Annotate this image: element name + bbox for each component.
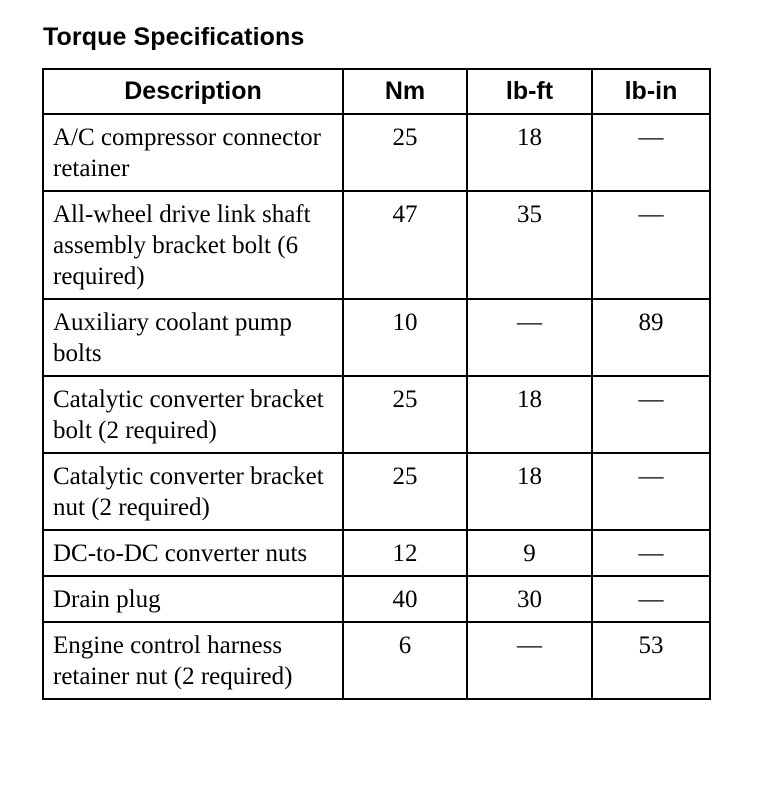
cell-lbin: — (592, 530, 710, 576)
cell-lbin: 89 (592, 299, 710, 376)
cell-nm: 25 (343, 376, 467, 453)
table-row (43, 299, 710, 376)
cell-nm: 10 (343, 299, 467, 376)
cell-lbin: 53 (592, 622, 710, 699)
table-header-row (43, 69, 710, 114)
cell-description: Auxiliary coolant pump bolts (43, 299, 343, 376)
cell-nm: 40 (343, 576, 467, 622)
torque-spec-table (42, 68, 711, 700)
table-row (43, 114, 710, 191)
cell-lbft: 18 (467, 376, 592, 453)
cell-nm: 47 (343, 191, 467, 299)
cell-description: Catalytic converter bracket bolt (2 required) (43, 376, 343, 453)
table-row (43, 530, 710, 576)
cell-description: Drain plug (43, 576, 343, 622)
table-row (43, 376, 710, 453)
cell-description: DC-to-DC converter nuts (43, 530, 343, 576)
cell-lbin: — (592, 453, 710, 530)
cell-description: Engine control harness retainer nut (2 required) (43, 622, 343, 699)
cell-lbft: 35 (467, 191, 592, 299)
table-row (43, 453, 710, 530)
cell-lbft: 18 (467, 453, 592, 530)
cell-lbin: — (592, 576, 710, 622)
cell-lbft: 18 (467, 114, 592, 191)
column-header-lbft: lb-ft (467, 69, 592, 114)
cell-lbft: 30 (467, 576, 592, 622)
cell-description: A/C compressor connector retainer (43, 114, 343, 191)
column-header-nm: Nm (343, 69, 467, 114)
cell-nm: 6 (343, 622, 467, 699)
cell-lbin: — (592, 376, 710, 453)
table-row (43, 191, 710, 299)
column-header-description: Description (43, 69, 343, 114)
page-title: Torque Specifications (43, 23, 305, 51)
cell-nm: 25 (343, 114, 467, 191)
cell-lbft: — (467, 622, 592, 699)
cell-lbft: — (467, 299, 592, 376)
cell-description: All-wheel drive link shaft assembly bracket bolt (6 required) (43, 191, 343, 299)
table-row (43, 576, 710, 622)
column-header-lbin: lb-in (592, 69, 710, 114)
cell-nm: 12 (343, 530, 467, 576)
cell-lbin: — (592, 114, 710, 191)
cell-lbft: 9 (467, 530, 592, 576)
cell-description: Catalytic converter bracket nut (2 required) (43, 453, 343, 530)
cell-lbin: — (592, 191, 710, 299)
table-row (43, 622, 710, 699)
cell-nm: 25 (343, 453, 467, 530)
